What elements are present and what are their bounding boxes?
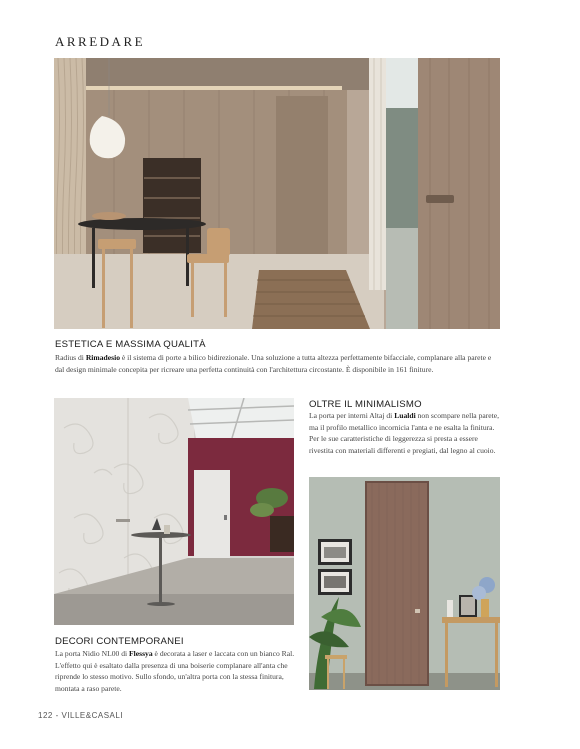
article-body: La porta Nidio NL00 di Flessya è decorata a laser e laccata con un bianco Ral. L'effetto qui è esaltato dalla presenza di una boiserie complanare all'anta che riprende lo stesso motivo. Sullo sfondo, un'altra porta con la stessa finitura, montata a raso parete. — [55, 649, 295, 693]
article-title: ESTETICA E MASSIMA QUALITÀ — [55, 339, 206, 350]
page-footer: 122 - VILLE&CASALI — [38, 711, 124, 720]
brand-name: Flessya — [129, 649, 153, 658]
article-title: DECORI CONTEMPORANEI — [55, 636, 184, 647]
photo-flessya-interior — [54, 398, 294, 625]
brand-name: Lualdi — [394, 411, 416, 420]
photo-rimadesio-interior — [54, 58, 500, 329]
article-body: La porta per interni Altaj di Lualdi non scompare nella parete, ma il profilo metallico incornicia l'anta e ne esalta la finitura. Per le sue caratteristiche di leggerezza si presta a essere rivestita con materiali differenti e pregiati, dal legno al cuoio. — [309, 411, 500, 455]
article-title: OLTRE IL MINIMALISMO — [309, 399, 422, 410]
article-body: Radius di Rimadesio è il sistema di porte a bilico bidirezionale. Una soluzione a tutta altezza perfettamente bifacciale, complanare alla parete e dal design minimale concepita per ricreare una perfetta continuità con l'architettura circostante. È disponibile in 161 finiture. — [55, 353, 492, 374]
brand-name: Rimadesio — [85, 353, 120, 362]
photo-lualdi-door — [309, 477, 500, 690]
section-label: ARREDARE — [55, 34, 146, 49]
